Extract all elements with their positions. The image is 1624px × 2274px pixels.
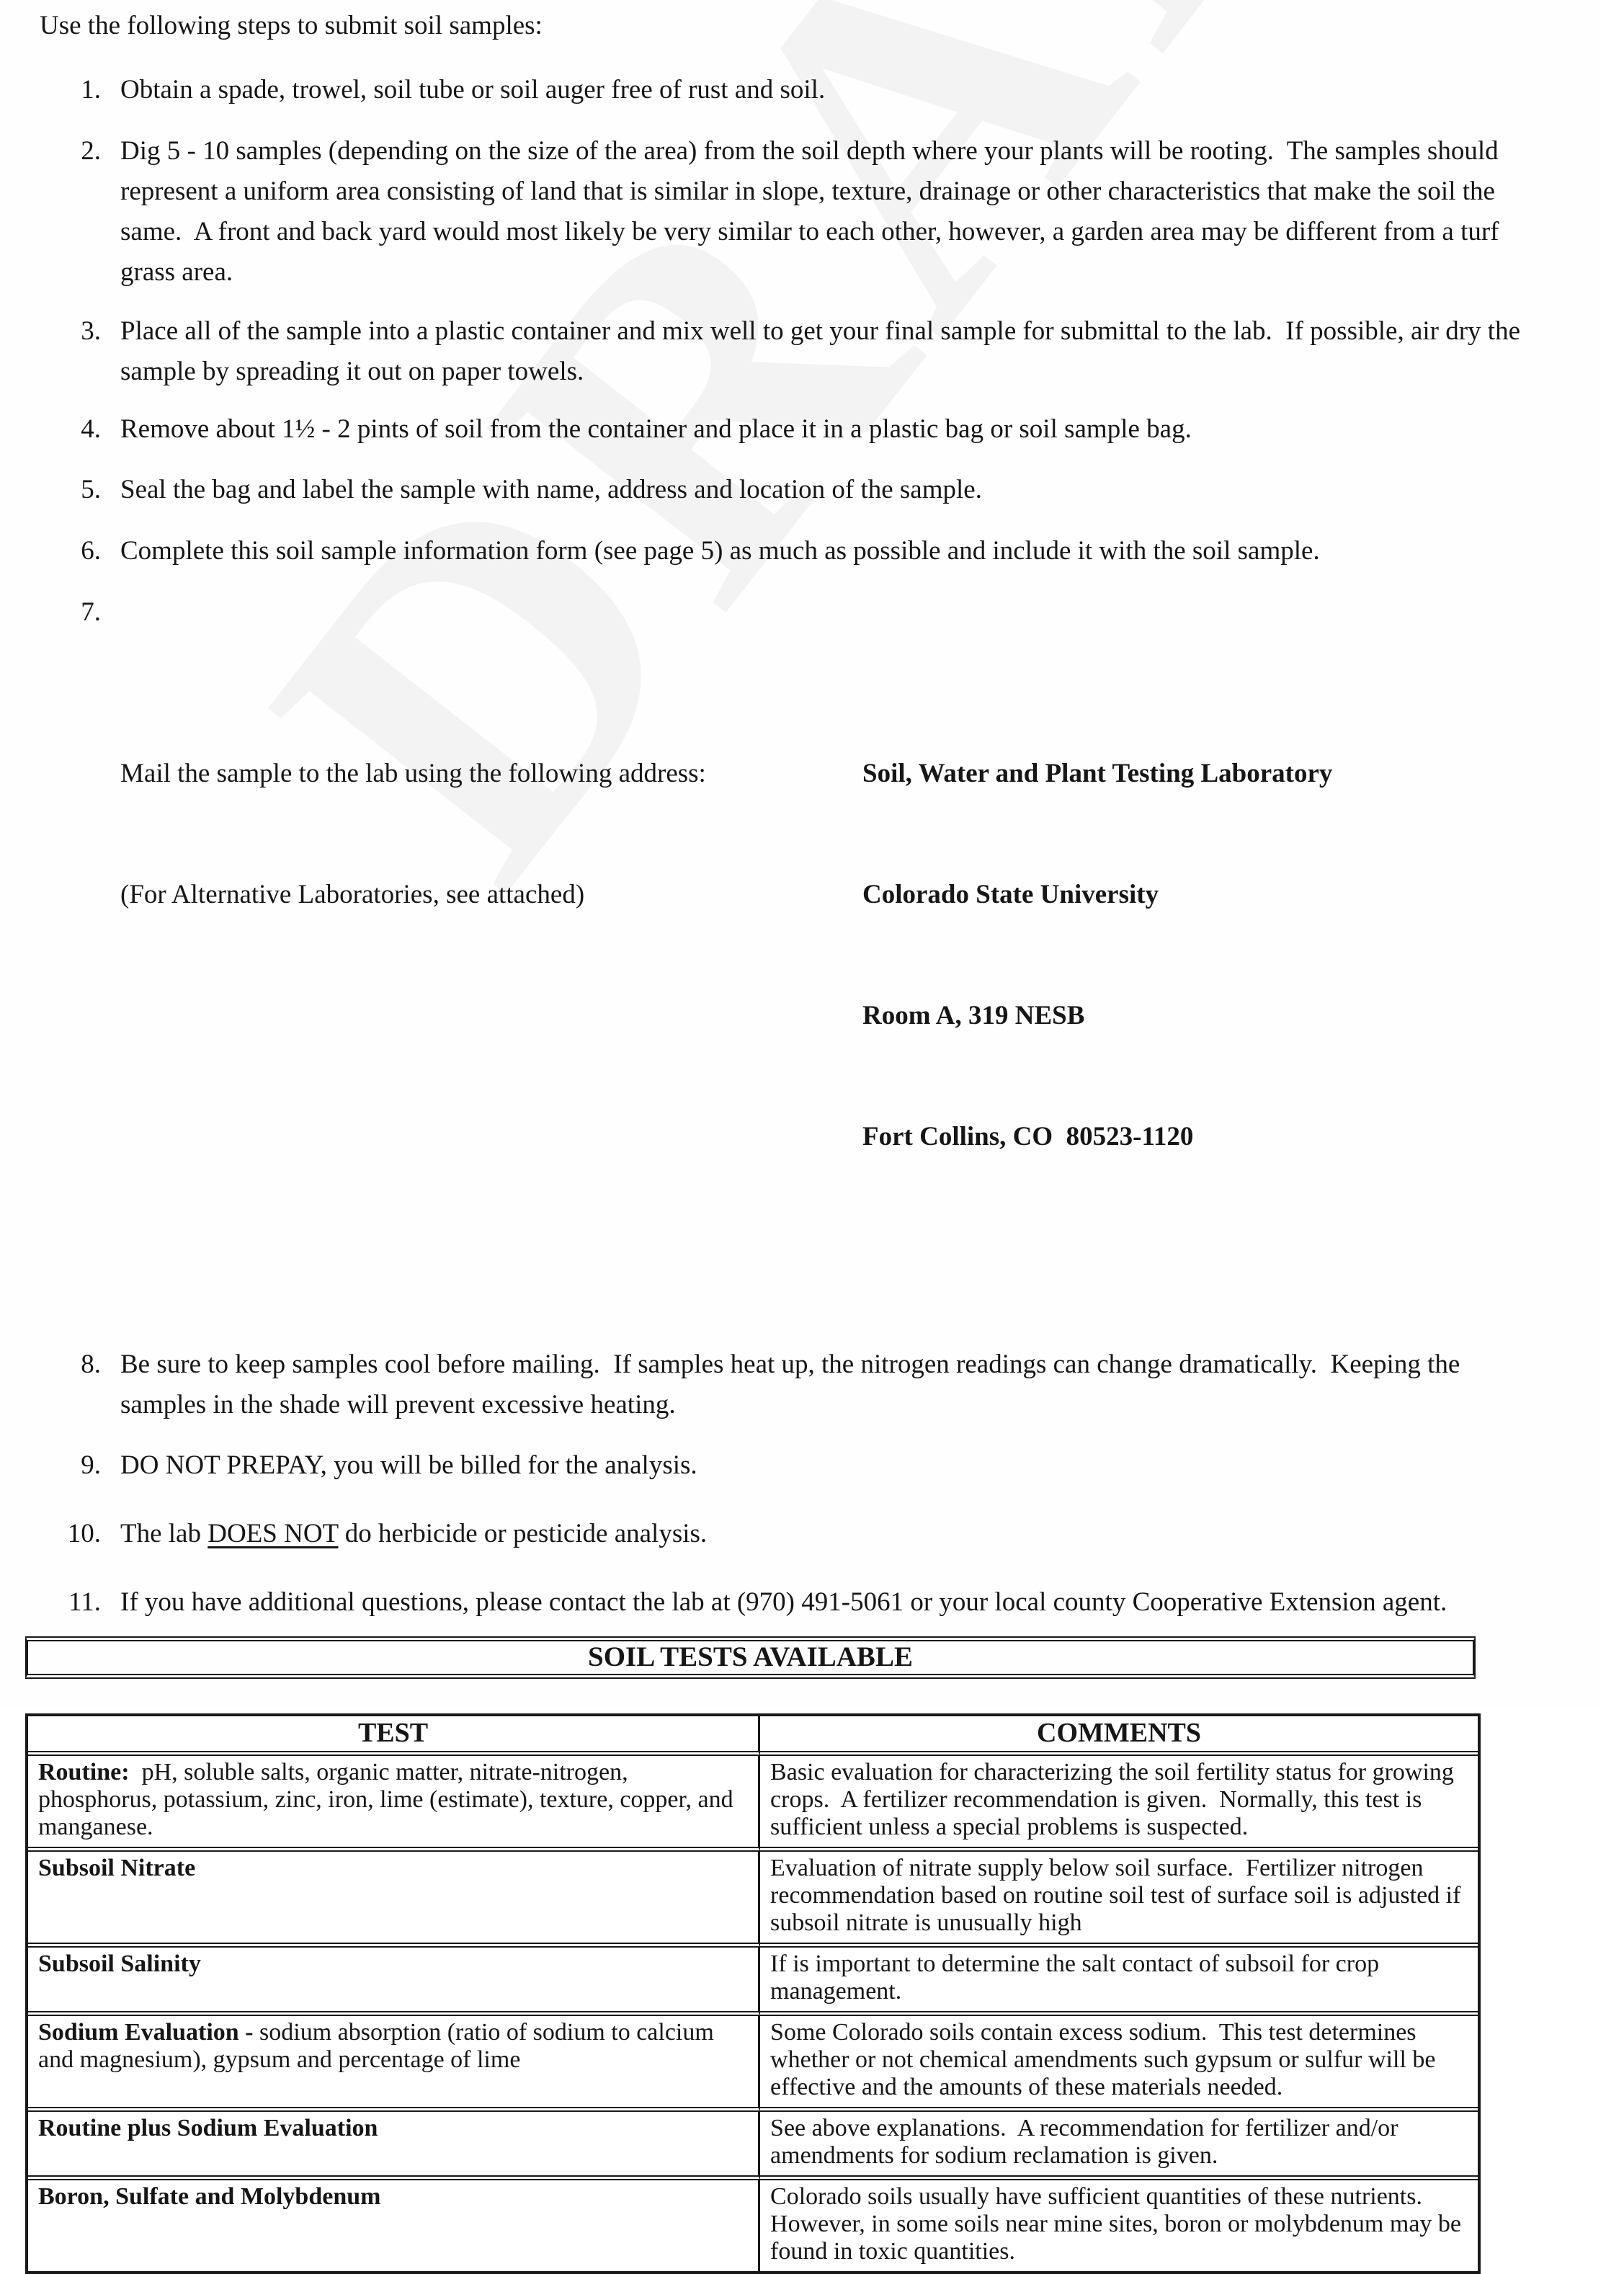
step-4 bbox=[40, 409, 1551, 450]
comment-cell-row-1: Basic evaluation for characterizing the soil fertility status for growing crops. A fertilizer recommendation is given. Normally, this test is sufficient unless a special problems is suspected. bbox=[760, 1756, 1478, 1852]
step-8 bbox=[40, 1345, 1551, 1425]
intro-text: Use the following steps to submit soil samples: bbox=[40, 11, 543, 40]
lab-address-line-2: Colorado State University bbox=[862, 880, 1159, 909]
test-cell-row-1 bbox=[28, 1756, 760, 1852]
step-2-text: Dig 5 - 10 samples (depending on the size of the area) from the soil depth where your plants will be rooting. The samples should represent a uniform area consisting of land that is similar in slope, texture, drainage or other characteristics that make the soil the same. A front and back yard would most likely be very similar to each other, however, a garden area may be different from a turf grass area. bbox=[120, 136, 1506, 287]
step-5 bbox=[40, 470, 1551, 510]
comment-cell-row-4: Some Colorado soils contain excess sodium. This test determines whether or not chemical amendments such gypsum or sulfur will be effective and the amounts of these materials needed. bbox=[760, 2016, 1478, 2112]
test-name-row-4: Sodium Evaluation - bbox=[38, 2019, 254, 2046]
test-cell-row-6 bbox=[28, 2180, 760, 2271]
lab-address-line-4: Fort Collins, CO 80523-1120 bbox=[862, 1122, 1194, 1151]
test-detail-row-4: sodium absorption (ratio of sodium to calcium and magnesium), gypsum and percentage of lime bbox=[38, 2019, 720, 2073]
step-10-underlined-text: DOES NOT bbox=[208, 1519, 339, 1548]
step-6-text: Complete this soil sample information form (see page 5) as much as possible and include it with the soil sample. bbox=[120, 536, 1320, 566]
step-4-text: Remove about 1½ - 2 pints of soil from the container and place it in a plastic bag or soil sample bag. bbox=[120, 414, 1192, 444]
test-cell-row-2 bbox=[28, 1852, 760, 1948]
step-8-number: 8. bbox=[81, 1350, 101, 1379]
step-11 bbox=[40, 1582, 1551, 1623]
step-10-text-pre: The lab bbox=[120, 1519, 208, 1548]
step-6-number: 6. bbox=[81, 536, 101, 566]
step-10-text bbox=[120, 1514, 1551, 1554]
lab-address-line-1: Soil, Water and Plant Testing Laboratory bbox=[862, 759, 1333, 788]
step-11-text: If you have additional questions, please contact the lab at (970) 491-5061 or your local county Cooperative Extension agent. bbox=[120, 1587, 1447, 1617]
test-name-row-3: Subsoil Salinity bbox=[38, 1950, 201, 1977]
step-10-number: 10. bbox=[67, 1519, 101, 1548]
comment-cell-row-3: If is important to determine the salt contact of subsoil for crop management. bbox=[760, 1948, 1478, 2016]
step-9-number: 9. bbox=[81, 1450, 101, 1480]
step-7-line-2: (For Alternative Laboratories, see attached) bbox=[120, 880, 585, 909]
step-7-text bbox=[120, 673, 862, 1238]
test-detail-row-1: pH, soluble salts, organic matter, nitrate-nitrogen, phosphorus, potassium, zinc, iron, lime (estimate), texture, copper, and manganese. bbox=[38, 1759, 740, 1840]
step-7-columns bbox=[120, 673, 1551, 1238]
step-5-number: 5. bbox=[81, 475, 101, 504]
step-7 bbox=[40, 592, 1551, 1319]
step-2-number: 2. bbox=[81, 136, 101, 166]
step-8-text: Be sure to keep samples cool before mailing. If samples heat up, the nitrogen readings can change dramatically. Keeping the samples in the shade will prevent excessive heating. bbox=[120, 1350, 1467, 1419]
test-cell-row-5 bbox=[28, 2112, 760, 2180]
comment-cell-row-5: See above explanations. A recommendation for fertilizer and/or amendments for sodium reclamation is given. bbox=[760, 2112, 1478, 2180]
step-1 bbox=[40, 70, 1551, 110]
test-name-row-1: Routine: bbox=[38, 1759, 130, 1785]
step-9-text: DO NOT PREPAY, you will be billed for the analysis. bbox=[120, 1450, 697, 1480]
step-1-number: 1. bbox=[81, 75, 101, 104]
lab-address bbox=[862, 673, 1332, 1238]
step-4-number: 4. bbox=[81, 414, 101, 444]
step-10 bbox=[40, 1514, 1551, 1554]
step-6 bbox=[40, 531, 1551, 571]
step-7-line-1: Mail the sample to the lab using the following address: bbox=[120, 759, 706, 788]
step-3 bbox=[40, 311, 1551, 392]
comments-column-header: COMMENTS bbox=[760, 1716, 1478, 1756]
test-cell-row-4 bbox=[28, 2016, 760, 2112]
soil-tests-banner: SOIL TESTS AVAILABLE bbox=[25, 1636, 1476, 1679]
step-11-number: 11. bbox=[68, 1587, 101, 1617]
comment-cell-row-6: Colorado soils usually have sufficient quantities of these nutrients. However, in some soils near mine sites, boron or molybdenum may be found in toxic quantities. bbox=[770, 2183, 1468, 2265]
step-2 bbox=[40, 131, 1551, 293]
step-5-text: Seal the bag and label the sample with name, address and location of the sample. bbox=[120, 475, 982, 504]
step-1-text: Obtain a spade, trowel, soil tube or soil auger free of rust and soil. bbox=[120, 75, 826, 104]
test-cell-row-3 bbox=[28, 1948, 760, 2016]
step-9 bbox=[40, 1445, 1551, 1486]
test-name-row-6: Boron, Sulfate and Molybdenum bbox=[38, 2183, 381, 2210]
test-name-row-2: Subsoil Nitrate bbox=[38, 1855, 196, 1881]
lab-address-line-3: Room A, 319 NESB bbox=[862, 1001, 1085, 1030]
step-7-number: 7. bbox=[81, 597, 101, 627]
step-3-text: Place all of the sample into a plastic container and mix well to get your final sample for submittal to the lab. If possible, air dry the sample by spreading it out on paper towels. bbox=[120, 316, 1527, 386]
test-column-header: TEST bbox=[28, 1716, 760, 1756]
document-content bbox=[40, 6, 1551, 2274]
comment-cell-row-2: Evaluation of nitrate supply below soil surface. Fertilizer nitrogen recommendation based on routine soil test of surface soil is adjusted if subsoil nitrate is unusually high bbox=[760, 1852, 1478, 1948]
test-name-row-5: Routine plus Sodium Evaluation bbox=[38, 2115, 378, 2141]
step-10-text-post: do herbicide or pesticide analysis. bbox=[338, 1519, 708, 1548]
step-3-number: 3. bbox=[81, 316, 101, 346]
soil-tests-table bbox=[25, 1713, 1481, 2274]
